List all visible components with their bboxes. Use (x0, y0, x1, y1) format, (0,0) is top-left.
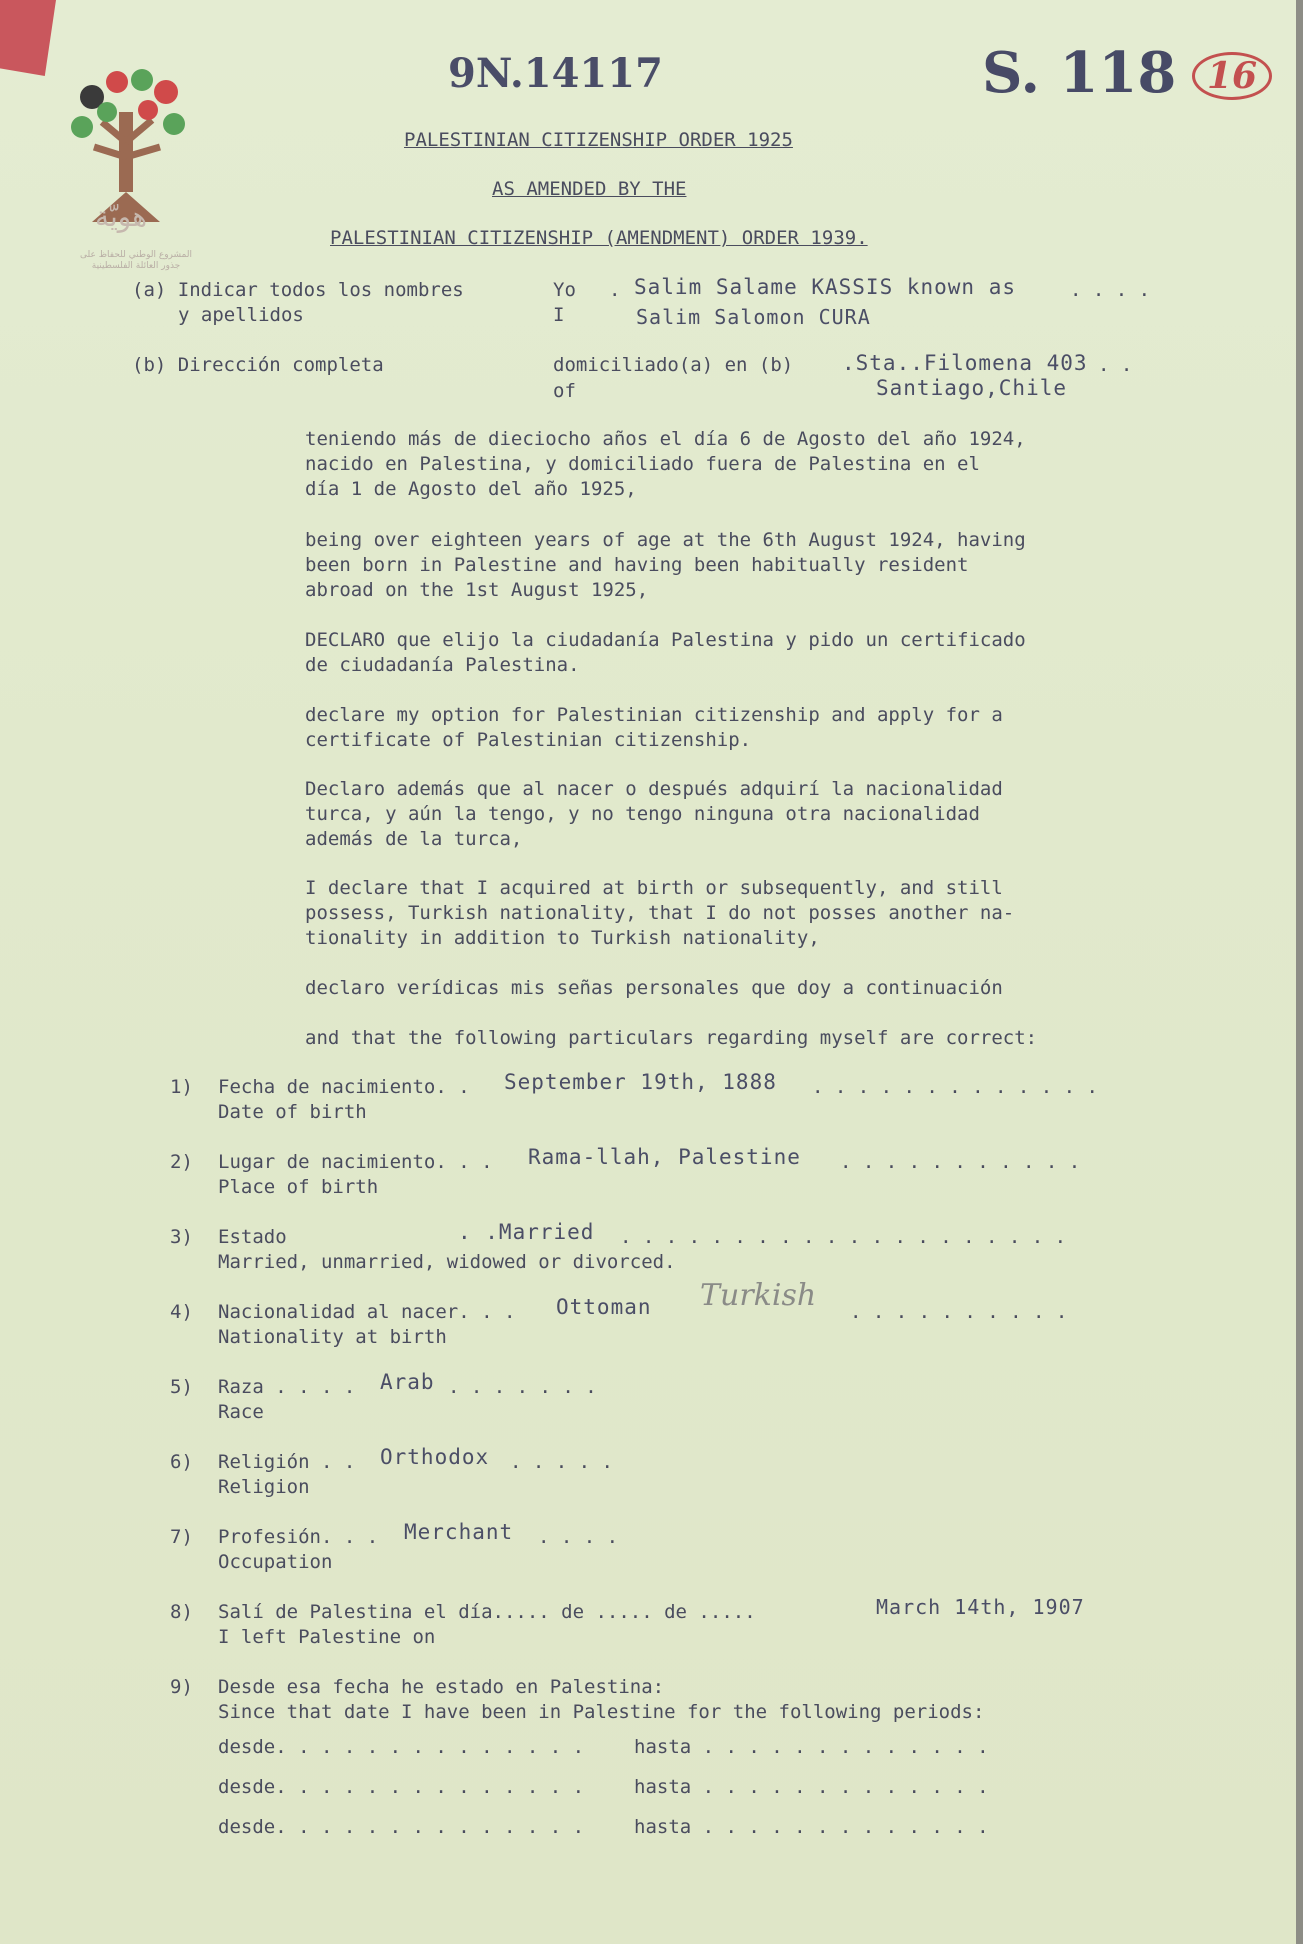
logo-name: هويّة (95, 200, 148, 233)
field-a-prefix-es: Yo (553, 279, 576, 301)
period-desde: desde. . . . . . . . . . . . . . (218, 1776, 585, 1798)
item-number: 4) (170, 1301, 193, 1323)
header-line-3: PALESTINIAN CITIZENSHIP (AMENDMENT) ORDER 1939. (330, 227, 868, 249)
item-label-en: Married, unmarried, widowed or divorced. (218, 1251, 676, 1273)
item-number: 2) (170, 1151, 193, 1173)
item-dots: . . . . . . . . . . . (840, 1151, 1081, 1173)
item-number: 9) (170, 1676, 193, 1698)
occupation-value: Merchant (404, 1520, 514, 1544)
religion-value: Orthodox (380, 1445, 490, 1469)
field-a-dots-before: . (609, 279, 621, 301)
item-dots: . . . . (538, 1526, 619, 1548)
nationality-at-birth-value: Ottoman (556, 1295, 652, 1319)
item-label-en: Place of birth (218, 1176, 379, 1198)
field-b-prefix-es: domiciliado(a) en (b) (553, 354, 794, 376)
paragraph-en-nationality: I declare that I acquired at birth or subsequently, and still possess, Turkish nationality, that I do not posses another na- tionality in addition to Turkish nationality, (305, 877, 1015, 949)
item-number: 8) (170, 1601, 193, 1623)
item-label-es: Lugar de nacimiento. . . (218, 1151, 493, 1173)
item-label-en: Since that date I have been in Palestine for the following periods: (218, 1701, 985, 1723)
item-label-en: Race (218, 1401, 264, 1423)
item-label-es: Fecha de nacimiento. . (218, 1076, 470, 1098)
paragraph-en-age: being over eighteen years of age at the 6th August 1924, having been born in Palestine and having been habitually resident abroad on the 1st August 1925, (305, 529, 1026, 601)
paragraph-es-nationality: Declaro además que al nacer o después adquirí la nacionalidad turca, y aún la tengo, y no tengo ninguna otra nacionalidad además de la turca, (305, 778, 1003, 850)
item-label-es: Desde esa fecha he estado en Palestina: (218, 1676, 665, 1698)
item-label-es: Profesión. . . (218, 1526, 379, 1548)
item-label-en: Nationality at birth (218, 1326, 447, 1348)
left-palestine-date-value: March 14th, 1907 (876, 1595, 1085, 1619)
period-hasta: hasta . . . . . . . . . . . . . (634, 1816, 989, 1838)
alias-name-value: Salim Salomon CURA (636, 305, 871, 329)
address-street-value: .Sta..Filomena 403 (842, 351, 1088, 375)
item-label-es: Salí de Palestina el día..... de ..... de ..... (218, 1601, 756, 1623)
item-number: 3) (170, 1226, 193, 1248)
paragraph-en-declare: declare my option for Palestinian citizenship and apply for a certificate of Palestinian citizenship. (305, 704, 1003, 751)
item-number: 7) (170, 1526, 193, 1548)
item-label-en: I left Palestine on (218, 1626, 436, 1648)
item-number: 5) (170, 1376, 193, 1398)
item-dots: . . . . . . . . . . . . . . . . . . . . (620, 1226, 1067, 1248)
item-number: 1) (170, 1076, 193, 1098)
item-label-es: Nacionalidad al nacer. . . (218, 1301, 516, 1323)
period-hasta: hasta . . . . . . . . . . . . . (634, 1736, 989, 1758)
header-line-1: PALESTINIAN CITIZENSHIP ORDER 1925 (404, 129, 793, 151)
item-label-en: Religion (218, 1476, 310, 1498)
item-label-es: Raza . . . . (218, 1376, 356, 1398)
item-dots: . . . . . . . . . . (850, 1301, 1068, 1323)
logo-tagline: المشروع الوطني للحفاظ على جذور العائلة الفلسطينية (79, 250, 192, 271)
paragraph-es-particulars: declaro verídicas mis señas personales que doy a continuación (305, 977, 1003, 999)
field-b-dots-after: . . (1098, 354, 1133, 376)
field-b-label: (b) Dirección completa (132, 354, 384, 376)
header-line-2: AS AMENDED BY THE (492, 178, 687, 200)
date-of-birth-value: September 19th, 1888 (504, 1070, 777, 1094)
item-dots: . . . . . . . (448, 1376, 597, 1398)
item-dots: . . . . . (510, 1451, 613, 1473)
item-dots: . . . . . . . . . . . . . (812, 1076, 1098, 1098)
pencil-annotation: Turkish (700, 1278, 817, 1313)
item-label-es: Religión . . (218, 1451, 356, 1473)
item-label-en: Date of birth (218, 1101, 367, 1123)
field-a-dots-after: . . . . (1070, 279, 1151, 301)
paragraph-es-age: teniendo más de dieciocho años el día 6 de Agosto del año 1924, nacido en Palestina, y domiciliado fuera de Palestina en el día 1 de Agosto del año 1925, (305, 428, 1026, 500)
race-value: Arab (380, 1370, 435, 1394)
field-a-label-2: y apellidos (178, 304, 304, 326)
item-label-en: Occupation (218, 1551, 333, 1573)
full-name-value: Salim Salame KASSIS known as (634, 275, 1017, 299)
item-number: 6) (170, 1451, 193, 1473)
period-hasta: hasta . . . . . . . . . . . . . (634, 1776, 989, 1798)
address-city-value: Santiago,Chile (876, 376, 1068, 400)
reference-circle: 16 (1192, 52, 1272, 100)
period-desde: desde. . . . . . . . . . . . . . (218, 1816, 585, 1838)
file-number: 9N.14117 (448, 50, 663, 97)
reference-number: S. 118 (982, 40, 1177, 106)
tree-logo-icon (62, 52, 202, 282)
item-label-es: Estado (218, 1226, 287, 1248)
place-of-birth-value: Rama-llah, Palestine (528, 1145, 801, 1169)
red-corner-tab (0, 0, 56, 76)
paragraph-es-declaro: DECLARO que elijo la ciudadanía Palestina y pido un certificado de ciudadanía Palestina. (305, 629, 1026, 676)
paragraph-en-particulars: and that the following particulars regarding myself are correct: (305, 1027, 1038, 1049)
marital-status-value: . .Married (458, 1220, 595, 1244)
field-a-prefix-en: I (553, 304, 565, 326)
field-a-label-1: (a) Indicar todos los nombres (132, 279, 464, 301)
field-b-prefix-en: of (553, 380, 576, 402)
period-desde: desde. . . . . . . . . . . . . . (218, 1736, 585, 1758)
